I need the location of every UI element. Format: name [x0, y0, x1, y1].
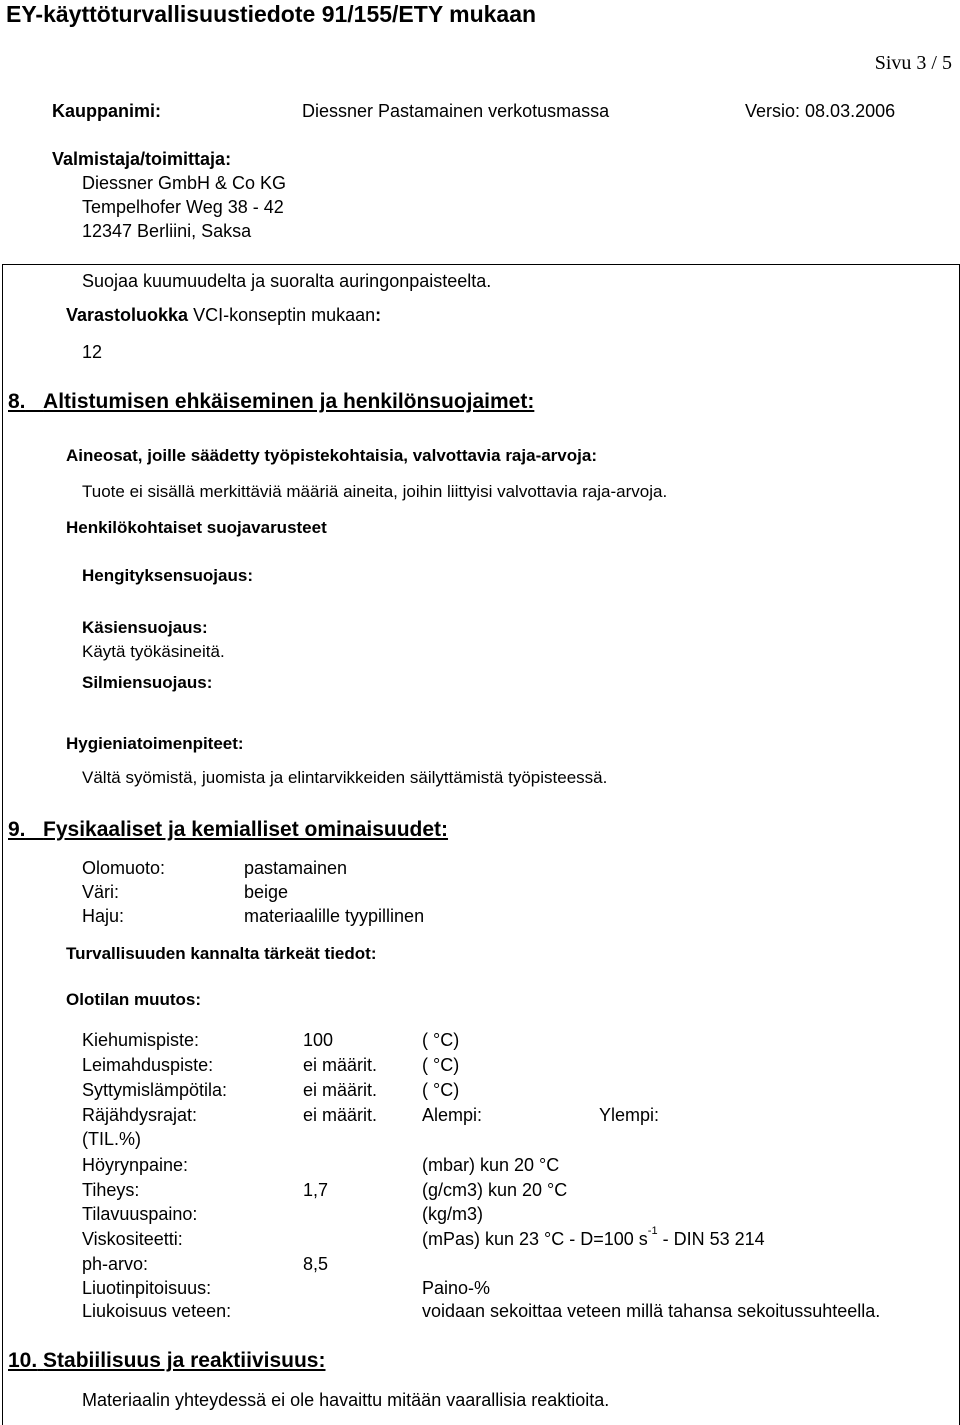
- section-10-text: Materiaalin yhteydessä ei ole havaittu mitään vaarallisia reaktioita.: [82, 1390, 610, 1410]
- supplier-line: Tempelhofer Weg 38 - 42: [82, 197, 284, 217]
- data-unit: Alempi:: [422, 1105, 483, 1125]
- section-10-heading: 10. Stabiilisuus ja reaktiivisuus:: [8, 1349, 326, 1372]
- property-value: materiaalille tyypillinen: [244, 906, 425, 926]
- data-unit: Paino-%: [422, 1278, 491, 1298]
- supplier-label: Valmistaja/toimittaja:: [52, 149, 232, 169]
- til-label: (TIL.%): [82, 1129, 142, 1149]
- data-label: Tilavuuspaino:: [82, 1204, 198, 1224]
- data-unit: ( °C): [422, 1030, 460, 1050]
- supplier-line: 12347 Berliini, Saksa: [82, 221, 252, 241]
- data-unit: (kg/m3): [422, 1204, 484, 1224]
- hygiene-heading: Hygieniatoimenpiteet:: [66, 734, 244, 753]
- data-label: Liukoisuus veteen:: [82, 1301, 232, 1321]
- data-label: Leimahduspiste:: [82, 1055, 214, 1075]
- data-unit: (g/cm3) kun 20 °C: [422, 1180, 568, 1200]
- data-value: ei määrit.: [303, 1055, 378, 1075]
- supplier-line: Diessner GmbH & Co KG: [82, 173, 287, 193]
- limits-text: Tuote ei sisällä merkittäviä määriä aineita, joihin liittyisi valvottavia raja-arvoja.: [82, 482, 668, 501]
- data-label: Liuotinpitoisuus:: [82, 1278, 212, 1298]
- data-unit: voidaan sekoittaa veteen millä tahansa sekoitussuhteella.: [422, 1301, 881, 1321]
- respiratory-heading: Hengityksensuojaus:: [82, 566, 253, 585]
- data-unit: ( °C): [422, 1080, 460, 1100]
- property-value: pastamainen: [244, 858, 348, 878]
- trade-name-label: Kauppanimi:: [52, 101, 162, 121]
- section-9-heading: 9. Fysikaaliset ja kemialliset ominaisuudet:: [8, 818, 449, 841]
- data-unit: ( °C): [422, 1055, 460, 1075]
- section-8-heading: 8. Altistumisen ehkäiseminen ja henkilönsuojaimet:: [8, 390, 535, 413]
- data-label: ph-arvo:: [82, 1254, 149, 1274]
- eye-heading: Silmiensuojaus:: [82, 673, 213, 692]
- data-value: ei määrit.: [303, 1105, 378, 1125]
- data-value: 8,5: [303, 1254, 329, 1274]
- data-value: 100: [303, 1030, 334, 1050]
- data-label: Syttymislämpötila:: [82, 1080, 228, 1100]
- data-value: 1,7: [303, 1180, 329, 1200]
- safety-heading: Turvallisuuden kannalta tärkeät tiedot:: [66, 944, 377, 963]
- data-unit: (mbar) kun 20 °C: [422, 1155, 560, 1175]
- page-number: Sivu 3 / 5: [874, 52, 952, 74]
- ppe-heading: Henkilökohtaiset suojavarusteet: [66, 518, 327, 537]
- data-label: Höyrynpaine:: [82, 1155, 189, 1175]
- property-label: Haju:: [82, 906, 125, 926]
- data-label: Viskositeetti:: [82, 1229, 183, 1249]
- hand-heading: Käsiensuojaus:: [82, 618, 208, 637]
- data-label: Kiehumispiste:: [82, 1030, 200, 1050]
- limits-heading: Aineosat, joille säädetty työpistekohtaisia, valvottavia raja-arvoja:: [66, 446, 597, 465]
- version: Versio: 08.03.2006: [745, 101, 896, 121]
- content-frame: [2, 264, 960, 1425]
- state-change-heading: Olotilan muutos:: [66, 990, 202, 1009]
- data-extra: Ylempi:: [599, 1105, 660, 1125]
- storage-protect-text: Suojaa kuumuudelta ja suoralta auringonpaisteelta.: [82, 271, 492, 291]
- hand-text: Käytä työkäsineitä.: [82, 642, 225, 661]
- viscosity-unit: (mPas) kun 23 °C - D=100 $s^{-1}$ - DIN 53 214: [422, 1225, 765, 1249]
- hygiene-text: Vältä syömistä, juomista ja elintarvikkeiden säilyttämistä työpisteessä.: [82, 768, 608, 787]
- storage-class-value: 12: [82, 342, 103, 362]
- trade-name: Diessner Pastamainen verkotusmassa: [302, 101, 610, 121]
- data-value: ei määrit.: [303, 1080, 378, 1100]
- property-label: Väri:: [82, 882, 120, 902]
- property-label: Olomuoto:: [82, 858, 166, 878]
- data-label: Tiheys:: [82, 1180, 140, 1200]
- storage-class-label: Varastoluokka VCI-konseptin mukaan:: [66, 305, 382, 325]
- data-label: Räjähdysrajat:: [82, 1105, 198, 1125]
- document-title: EY-käyttöturvallisuustiedote 91/155/ETY mukaan: [6, 1, 537, 27]
- property-value: beige: [244, 882, 289, 902]
